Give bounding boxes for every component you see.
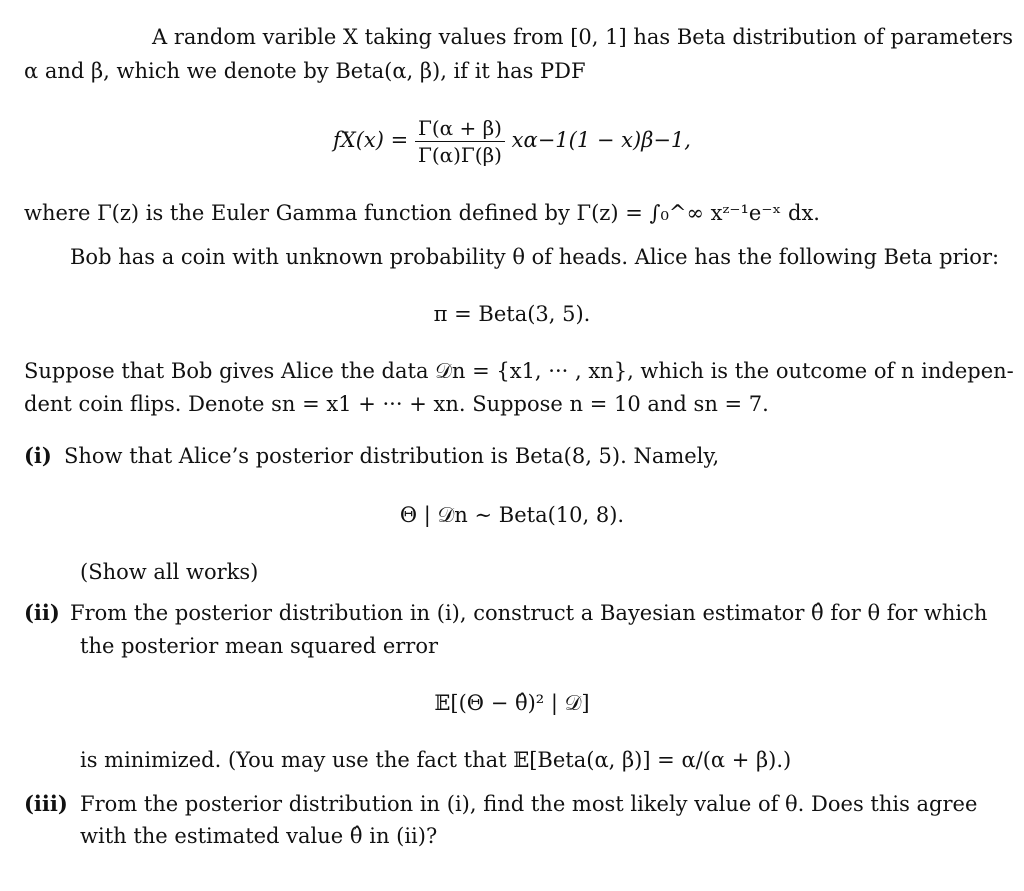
- part-ii-line-1: From the posterior distribution in (i), construct a Bayesian estimator θ̂ for θ for which: [70, 601, 988, 625]
- pdf-lhs: fX(x) =: [333, 128, 409, 152]
- mse-equation: 𝔼[(Θ − θ̂)² | 𝒟]: [434, 691, 590, 715]
- part-iii-line-2: with the estimated value θ̂ in (ii)?: [80, 824, 438, 848]
- suppose-line-1: Suppose that Bob gives Alice the data 𝒟n = {x1, ··· , xn}, which is the outcome of n indepen-: [24, 359, 1014, 383]
- part-ii-line-2: the posterior mean squared error: [80, 634, 439, 658]
- posterior-equation: Θ | 𝒟n ∼ Beta(10, 8).: [399, 503, 625, 527]
- bob-coin-text: Bob has a coin with unknown probability θ of heads. Alice has the following Beta prior:: [70, 245, 1000, 269]
- part-ii: [0, 598, 1024, 628]
- part-ii-line-3: is minimized. (You may use the fact that 𝔼[Beta(α, β)] = α/(α + β).): [80, 748, 792, 772]
- intro-line-2: α and β, which we denote by Beta(α, β), if it has PDF: [24, 59, 586, 83]
- gamma-definition: where Γ(z) is the Euler Gamma function defined by Γ(z) = ∫₀^∞ xᶻ⁻¹e⁻ˣ dx.: [24, 201, 820, 225]
- part-i-text: Show that Alice’s posterior distribution is Beta(8, 5). Namely,: [64, 444, 720, 468]
- suppose-line-2: dent coin flips. Denote sn = x1 + ··· + xn. Suppose n = 10 and sn = 7.: [24, 392, 769, 416]
- part-iii: [0, 789, 1024, 819]
- intro-line-1: A random varible X taking values from [0, 1] has Beta distribution of parameters: [152, 25, 1014, 49]
- part-iii-label: (iii): [24, 791, 68, 816]
- prior-equation: π = Beta(3, 5).: [433, 302, 591, 326]
- pdf-denominator: Γ(α)Γ(β): [417, 143, 502, 167]
- pdf-fraction: [415, 115, 505, 168]
- pdf-numerator: Γ(α + β): [415, 115, 505, 142]
- pdf-equation: [0, 108, 1024, 172]
- part-i: [0, 441, 1024, 471]
- part-iii-line-1: From the posterior distribution in (i), find the most likely value of θ. Does this agree: [80, 792, 978, 816]
- part-ii-label: (ii): [24, 600, 60, 625]
- part-i-label: (i): [24, 443, 52, 468]
- pdf-rhs: xα−1(1 − x)β−1,: [511, 128, 691, 152]
- show-all-works-note: (Show all works): [80, 560, 259, 584]
